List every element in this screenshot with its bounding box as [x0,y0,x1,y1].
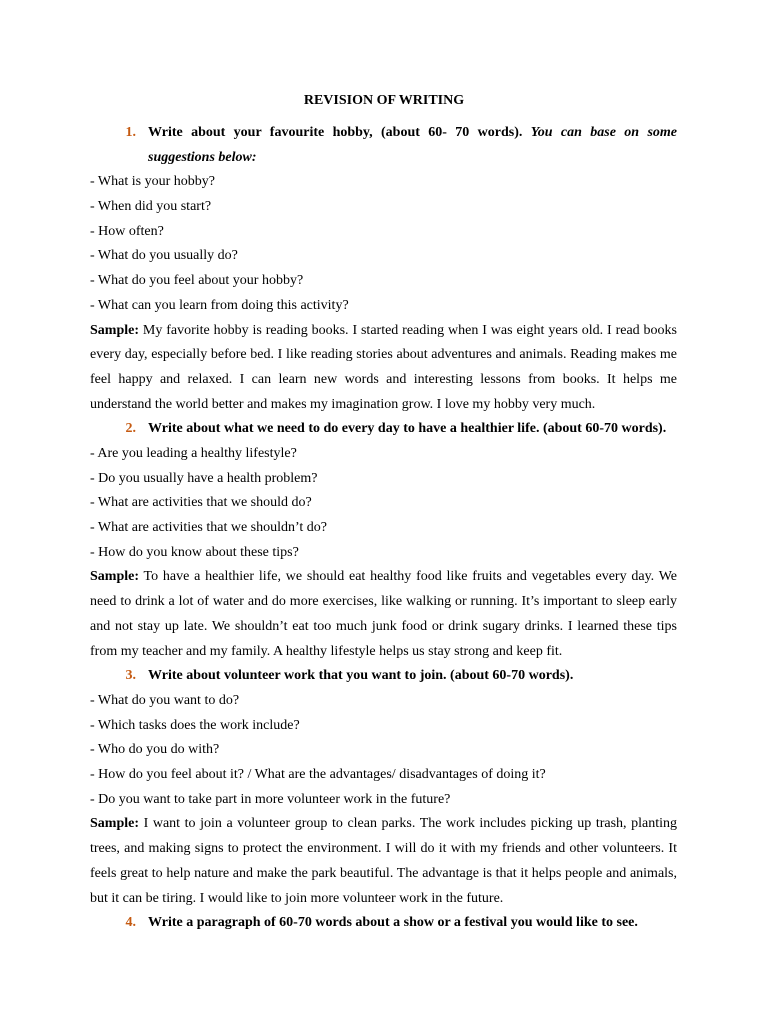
list-item: - How often? [90,223,164,239]
question-number: 3. [125,668,136,684]
list-item: - How do you feel about it? / What are the advantages/ disadvantages of doing it? [90,767,546,783]
prompt-bold: Write a paragraph of 60-70 words about a show or a festival you would like to see. [148,915,638,931]
list-item: - What can you learn from doing this activity? [90,297,349,313]
sample-paragraph [90,812,677,911]
sample-label: Sample: [90,569,139,585]
list-item: - What do you feel about your hobby? [90,273,304,289]
list-item: - Who do you do with? [90,742,220,758]
page-title: REVISION OF WRITING [303,93,465,108]
sample-paragraph [90,565,677,664]
question-4 [90,911,677,936]
sample-label: Sample: [90,816,139,832]
prompt-bold: Write about volunteer work that you want to join. (about 60-70 words). [148,668,574,684]
sample-label: Sample: [90,322,139,338]
prompt-bold: Write about your favourite hobby, (about 60- 70 words). [148,125,523,140]
question-number: 4. [125,915,136,931]
list-item: - What are activities that we shouldn’t do? [90,520,328,536]
sample-text: I want to join a volunteer group to clean parks. The work includes picking up trash, planting trees, and making signs to protect the environment. I will do it with my friends and other volunteers. It feels great to help nature and make the park beautiful. The advantage is that it helps people and animals, but it can be tiring. I would like to join more volunteer work in the future. [90,816,677,906]
list-item: - Are you leading a healthy lifestyle? [90,446,297,462]
question-1 [90,121,677,170]
list-item: - What is your hobby? [90,174,215,190]
list-item: - What do you usually do? [90,248,238,264]
prompt-italic: You can base on some suggestions below: [148,125,677,165]
list-item: - How do you know about these tips? [90,544,299,560]
list-item: - What do you want to do? [90,693,240,708]
list-item: - Do you usually have a health problem? [90,470,318,486]
question-number: 1. [125,125,136,140]
question-2 [90,417,677,442]
list-item: - Do you want to take part in more volunteer work in the future? [90,791,451,807]
sample-text: My favorite hobby is reading books. I started reading when I was eight years old. I read books every day, especially before bed. I like reading stories about adventures and animals. Reading makes me feel happy and relaxed. I can learn new words and interesting lessons from books. It helps me understand the world better and makes my imagination grow. I love my hobby very much. [90,322,677,412]
list-item: - Which tasks does the work include? [90,717,300,733]
list-item: - What are activities that we should do? [90,495,312,511]
sample-paragraph [90,319,677,418]
list-item: - When did you start? [90,199,212,215]
sample-text: To have a healthier life, we should eat healthy food like fruits and vegetables every day. We need to drink a lot of water and do more exercises, like walking or running. It’s important to sleep early and not stay up late. We shouldn’t eat too much junk food or drink sugary drinks. I learned these tips from my teacher and my family. A healthy lifestyle helps us stay strong and keep fit. [90,569,677,659]
prompt-bold: Write about what we need to do every day to have a healthier life. (about 60-70 words). [148,421,667,437]
question-number: 2. [125,421,136,437]
question-3 [90,664,677,689]
document-body [90,121,677,936]
question-prompt [148,121,677,170]
